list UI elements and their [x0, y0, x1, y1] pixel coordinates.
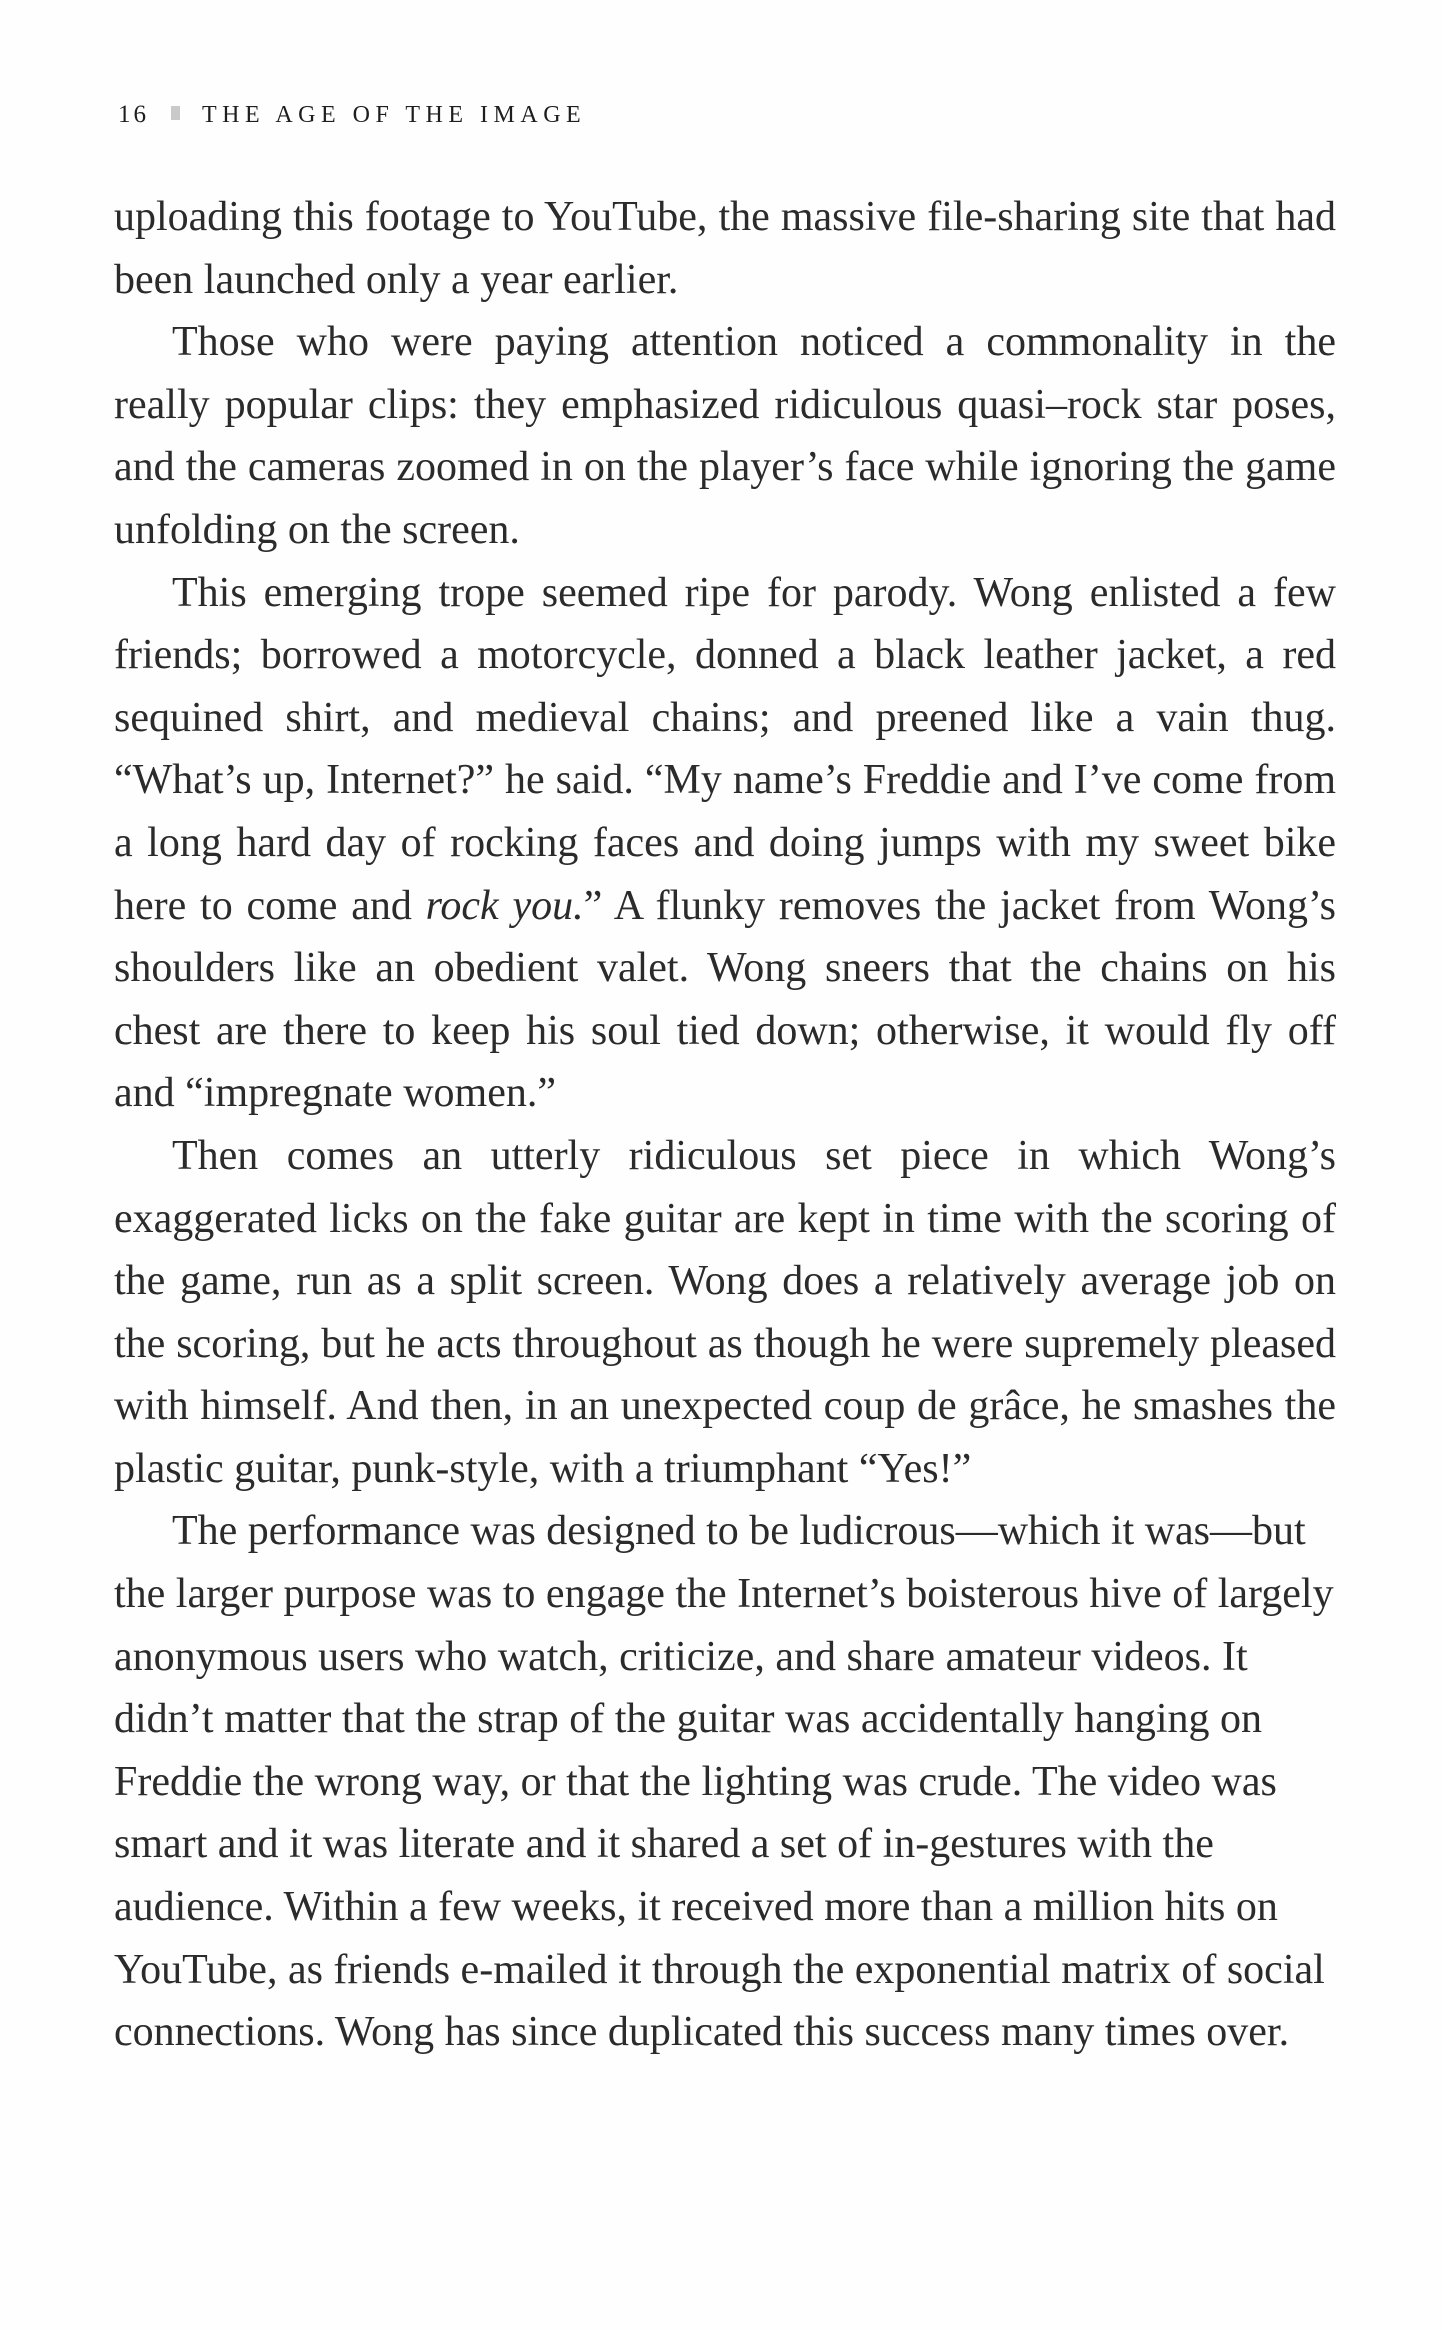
paragraph: The performance was designed to be ludicrous—which it was—but the larger purpose was to engage the Internet’s boisterous hive of largely anonymous users who watch, criticize, and share amateur videos. It didn’t matter that the strap of the guitar was accidentally hanging on Freddie the wrong way, or that the lighting was crude. The video was smart and it was literate and it shared a set of in-gestures with the audience. Within a few weeks, it received more than a million hits on YouTube, as friends e-mailed it through the exponential matrix of social connections. Wong has since duplicated this success many times over. [114, 1508, 1334, 2056]
italic-emphasis: rock you. [425, 882, 584, 929]
paragraph-continued: uploading this footage to YouTube, the massive file-sharing site that had been launched only a year earlier. [114, 194, 1336, 303]
paragraph [114, 562, 1336, 1125]
body-text [114, 186, 1336, 2064]
page-number: 16 [118, 101, 149, 128]
paragraph: Then comes an utterly ridiculous set piece in which Wong’s exaggerated licks on the fake guitar are kept in time with the scoring of the game, run as a split screen. Wong does a relatively average job on the scoring, but he acts throughout as though he were supremely pleased with himself. And then, in an unexpected coup de grâce, he smashes the plastic guitar, punk-style, with a triumphant “Yes!” [114, 1132, 1336, 1492]
running-head [118, 102, 586, 127]
running-head-title: THE AGE OF THE IMAGE [202, 102, 587, 128]
paragraph-text-continued: ” A flunky removes the jacket from Wong’s shoulders like an obedient valet. Wong sneers that the chains on his chest are there to keep his soul tied down; otherwise, it would fly off and “impregnate women.” [114, 882, 1337, 1117]
separator-square-icon [171, 106, 180, 120]
paragraph-text: This emerging trope seemed ripe for parody. Wong enlisted a few friends; borrowed a motorcycle, donned a black leather jacket, a red sequined shirt, and medieval chains; and preened like a vain thug. “What’s up, Internet?” he said. “My name’s Freddie and I’ve come from a long hard day of rocking faces and doing jumps with my sweet bike here to come and [114, 569, 1336, 929]
paragraph: Those who were paying attention noticed a commonality in the really popular clips: they emphasized ridiculous quasi–rock star poses, and the cameras zoomed in on the player’s face while ignoring the game unfolding on the screen. [114, 319, 1336, 553]
